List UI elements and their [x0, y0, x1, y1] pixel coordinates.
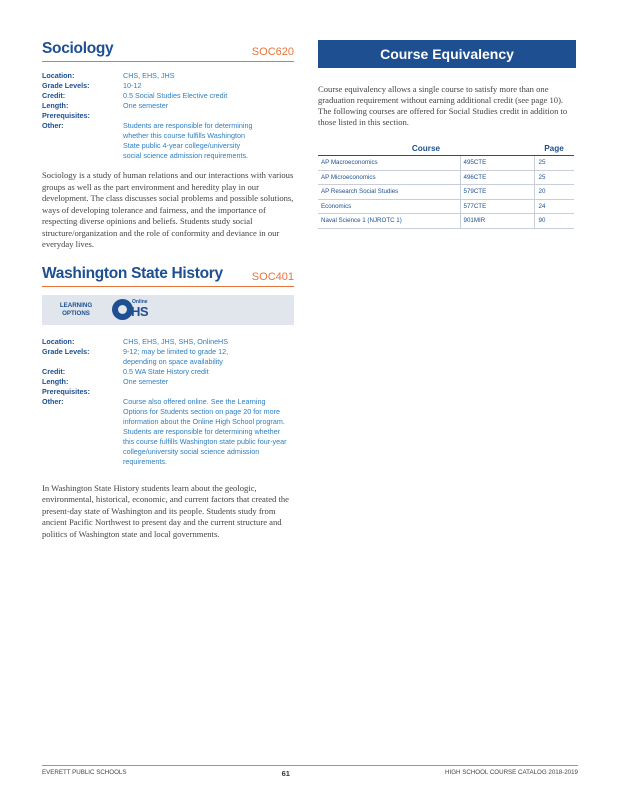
online-badge-hs: HS	[131, 303, 149, 319]
info-label: Other:	[42, 396, 64, 406]
info-row	[42, 367, 294, 377]
sociology-description: Sociology is a study of human relations and our interactions with various groups as well as the part environment and heredity play in our development. The class discusses social problems and possible solutions, ways of developing tolerance and fairness, and the importance of respecting diverse opinions and beliefs. Students study social structure/organization and the role of conformity and deviance in our everyday lives.	[42, 170, 294, 249]
cell-page: 20	[534, 185, 574, 200]
course-equivalency-banner: Course Equivalency	[318, 40, 576, 68]
cell-page: 25	[534, 170, 574, 185]
online-badge-label: Online	[132, 298, 148, 305]
learning-options-box	[42, 295, 294, 325]
page-footer	[42, 765, 578, 778]
info-row	[42, 111, 294, 121]
info-label: Length:	[42, 376, 69, 386]
right-column	[318, 40, 576, 229]
info-row	[42, 91, 294, 101]
cell-course: Naval Science 1 (NJROTC 1)	[318, 214, 460, 229]
cell-code: 496CTE	[460, 170, 534, 185]
info-row	[42, 387, 294, 397]
cell-course: Economics	[318, 199, 460, 214]
info-row	[42, 121, 294, 161]
info-value: 9-12; may be limited to grade 12, depending on space availability	[123, 346, 229, 366]
table-row	[318, 170, 574, 185]
cell-page: 25	[534, 156, 574, 171]
info-value: 0.5 WA State History credit	[123, 366, 209, 376]
column-header-course: Course	[318, 141, 534, 156]
wa-history-code: SOC401	[251, 270, 294, 283]
sociology-title: Sociology	[42, 40, 114, 57]
info-label: Location:	[42, 71, 75, 80]
info-label: Credit:	[42, 91, 66, 100]
cell-page: 24	[534, 199, 574, 214]
info-row	[42, 101, 294, 111]
wa-history-info	[42, 337, 294, 467]
info-value: 0.5 Social Studies Elective credit	[123, 91, 228, 100]
info-row	[42, 397, 294, 467]
cell-course: AP Research Social Studies	[318, 185, 460, 200]
globe-dot	[118, 305, 127, 314]
info-row	[42, 81, 294, 91]
sociology-header	[42, 40, 294, 62]
table-row	[318, 199, 574, 214]
online-hs-icon	[112, 297, 149, 323]
cell-code: 579CTE	[460, 185, 534, 200]
sociology-info	[42, 71, 294, 161]
table-row	[318, 214, 574, 229]
info-row	[42, 377, 294, 387]
wa-history-description: In Washington State History students learn about the geologic, environmental, historical, economic, and current factors that created the present-day state of Washington and its people. Students study from ancient Pacific Northwest to present day and the current structure and politics of Washington state and local governments.	[42, 482, 289, 539]
course-equivalency-text: Course equivalency allows a single course to satisfy more than one graduation requirement without earning additional credit (see page 10). The following courses are offered for Social Studies credit in addition to those listed in this section.	[318, 84, 568, 127]
cell-code: 495CTE	[460, 156, 534, 171]
info-label: Prerequisites:	[42, 386, 90, 396]
info-label: Credit:	[42, 366, 66, 376]
wa-history-header	[42, 265, 294, 287]
column-header-page: Page	[534, 141, 574, 156]
footer-catalog: HIGH SCHOOL COURSE CATALOG 2018-2019	[445, 769, 578, 776]
wa-history-title: Washington State History	[42, 264, 223, 282]
info-value: Students are responsible for determining whether this course fulfills Washington State public 4-year college/university social science admission requirements.	[123, 121, 253, 160]
table-row	[318, 156, 574, 171]
info-label: Prerequisites:	[42, 111, 90, 120]
info-value: 10-12	[123, 81, 142, 90]
footer-page-number: 61	[281, 769, 290, 778]
info-value: CHS, EHS, JHS, SHS, OnlineHS	[123, 336, 229, 346]
cell-course: AP Microeconomics	[318, 170, 460, 185]
info-label: Other:	[42, 121, 64, 130]
left-column	[42, 40, 294, 540]
footer-district: EVERETT PUBLIC SCHOOLS	[42, 769, 127, 776]
table-header-row	[318, 141, 574, 156]
cell-page: 90	[534, 214, 574, 229]
cell-code: 901MIR	[460, 214, 534, 229]
info-value: One semester	[123, 101, 169, 110]
info-value: CHS, EHS, JHS	[123, 71, 175, 80]
info-label: Grade Levels:	[42, 346, 90, 356]
table-row	[318, 185, 574, 200]
cell-code: 577CTE	[460, 199, 534, 214]
sociology-code: SOC620	[251, 46, 294, 58]
cell-course: AP Macroeconomics	[318, 156, 460, 171]
info-value: One semester	[123, 376, 169, 386]
info-row	[42, 337, 294, 347]
info-label: Location:	[42, 336, 75, 346]
info-label: Length:	[42, 101, 69, 110]
info-label: Grade Levels:	[42, 81, 90, 90]
info-value: Course also offered online. See the Learning Options for Students section on page 20 for more information about the Online High School program. Students are responsible for determining whether this course fulfills Washington state public four-year college/university social science admission requirements.	[123, 396, 287, 466]
info-row	[42, 71, 294, 81]
learning-options-label: LEARNING OPTIONS	[59, 301, 93, 317]
info-row	[42, 347, 294, 367]
course-equivalency-table	[318, 141, 574, 229]
